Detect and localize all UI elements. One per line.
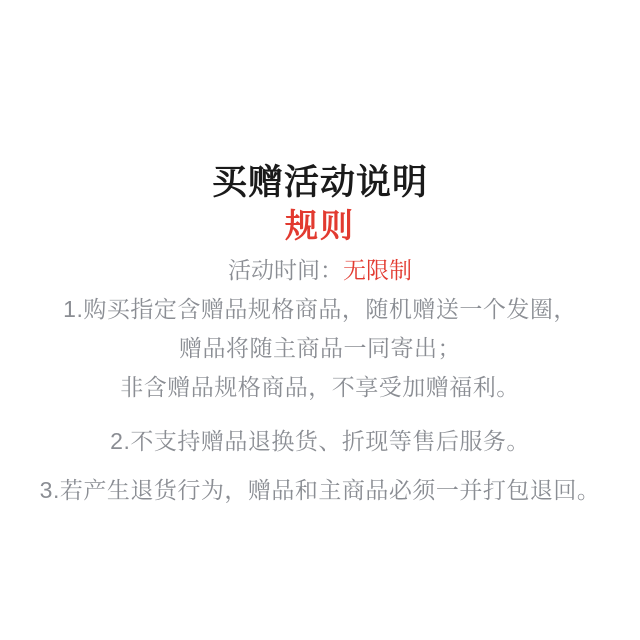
rule-1-line-3: 非含赠品规格商品，不享受加赠福利。 [120,374,520,400]
rules-list [0,290,640,510]
activity-time-value: 无限制 [343,257,412,283]
rule-item-1 [0,290,640,407]
rule-2-line-1: 2.不支持赠品退换货、折现等售后服务。 [110,428,530,454]
rule-item-2 [0,422,640,461]
rule-1-line-2: 赠品将随主商品一同寄出； [179,335,461,361]
notice-subtitle-rules: 规则 [285,207,355,244]
activity-time-label: 活动时间： [228,257,343,283]
activity-time-line [0,256,640,284]
notice-title: 买赠活动说明 [211,163,428,202]
rule-item-3 [0,471,640,510]
rule-1-line-1: 1.购买指定含赠品规格商品，随机赠送一个发圈， [63,296,577,322]
rule-3-line-1: 3.若产生退货行为，赠品和主商品必须一并打包退回。 [39,477,601,503]
